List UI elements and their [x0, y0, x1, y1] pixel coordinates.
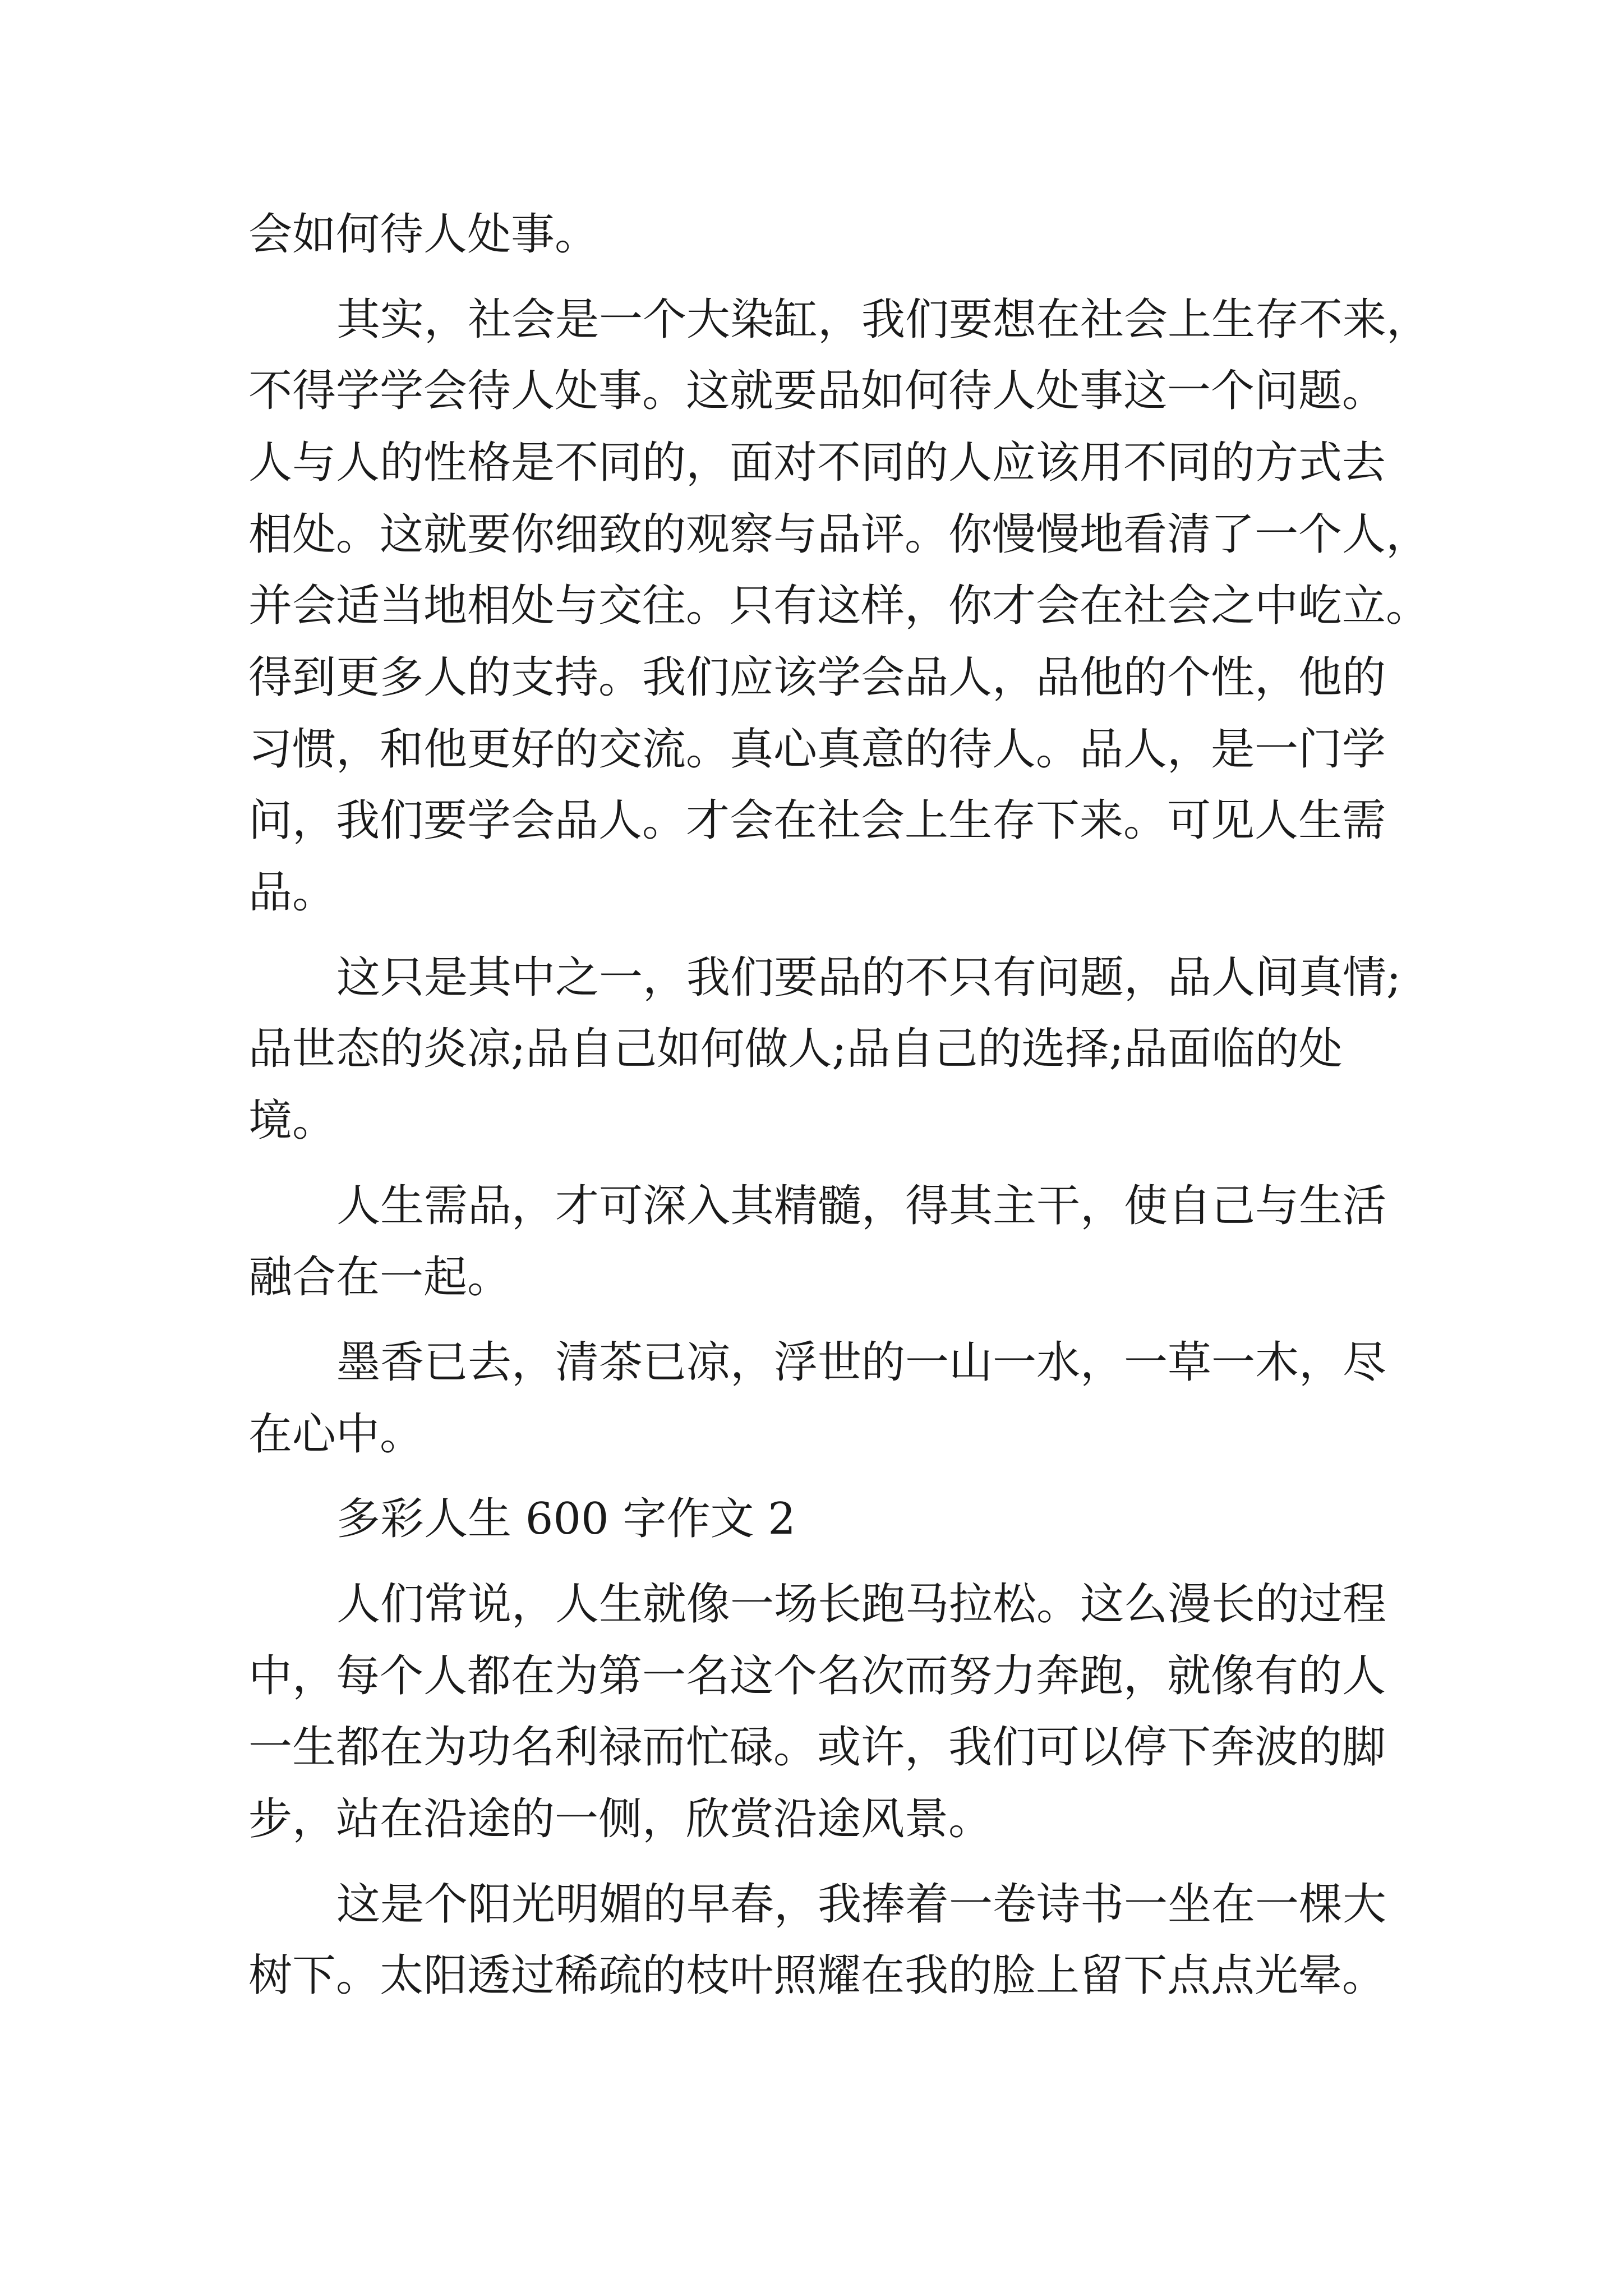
text-line-23: 这是个阳光明媚的早春，我捧着一卷诗书一坐在一棵大: [336, 1879, 1387, 1930]
text-line-3: 不得学学会待人处事。这就要品如何待人处事这一个问题。: [248, 366, 1386, 416]
text-line-24: 树下。太阳透过稀疏的枝叶照耀在我的脸上留下点点光晕。: [248, 1950, 1386, 2001]
text-line-20: 中，每个人都在为第一名这个名次而努力奔跑，就像有的人: [248, 1651, 1386, 1701]
text-line-21: 一生都在为功名利禄而忙碌。或许，我们可以停下奔波的脚: [248, 1722, 1386, 1773]
text-line-14: 人生需品，才可深入其精髓，得其主干，使自己与生活: [336, 1181, 1387, 1231]
text-line-1: 会如何待人处事。: [248, 209, 599, 260]
text-line-17: 在心中。: [248, 1409, 424, 1460]
text-line-19: 人们常说，人生就像一场长跑马拉松。这么漫长的过程: [336, 1579, 1387, 1630]
text-line-12: 品世态的炎凉;品自己如何做人;品自己的选择;品面临的处: [248, 1024, 1343, 1074]
text-line-11: 这只是其中之一，我们要品的不只有问题，品人间真情;: [336, 953, 1401, 1003]
text-line-13: 境。: [248, 1096, 336, 1146]
text-line-5: 相处。这就要你细致的观察与品评。你慢慢地看清了一个人，: [248, 509, 1430, 560]
text-line-9: 问，我们要学会品人。才会在社会上生存下来。可见人生需: [248, 795, 1386, 846]
text-line-2: 其实，社会是一个大染缸，我们要想在社会上生存不来，: [336, 295, 1431, 345]
text-line-6: 并会适当地相处与交往。只有这样，你才会在社会之中屹立。: [248, 581, 1430, 631]
text-line-10: 品。: [248, 867, 336, 918]
text-line-7: 得到更多人的支持。我们应该学会品人，品他的个性，他的: [248, 652, 1386, 703]
text-line-22: 步，站在沿途的一侧，欣赏沿途风景。: [248, 1794, 993, 1844]
section-heading: 多彩人生 600 字作文 2: [336, 1494, 796, 1544]
text-line-16: 墨香已去，清茶已凉，浮世的一山一水，一草一木，尽: [336, 1337, 1387, 1388]
text-line-8: 习惯，和他更好的交流。真心真意的待人。品人，是一门学: [248, 724, 1386, 775]
text-line-15: 融合在一起。: [248, 1252, 511, 1303]
text-line-4: 人与人的性格是不同的，面对不同的人应该用不同的方式去: [248, 438, 1386, 488]
